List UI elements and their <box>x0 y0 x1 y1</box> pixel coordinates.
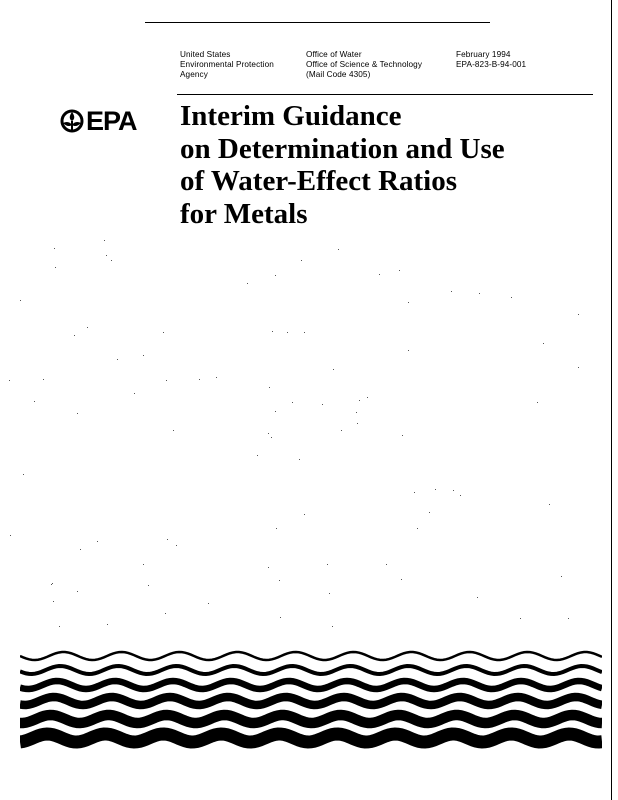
document-title <box>180 100 505 230</box>
scan-speck <box>414 492 415 493</box>
scan-speck <box>379 274 380 275</box>
scan-speck <box>338 249 339 250</box>
scan-speck <box>479 293 480 294</box>
epa-flower-icon <box>60 109 84 133</box>
wave-line <box>20 666 602 674</box>
scan-speck <box>327 564 328 565</box>
scan-speck <box>417 528 418 529</box>
scan-speck <box>51 584 52 585</box>
scan-speck <box>34 401 35 402</box>
scan-speck <box>143 564 144 565</box>
scan-speck <box>77 591 78 592</box>
scan-speck <box>460 495 461 496</box>
scan-speck <box>386 564 387 565</box>
scan-speck <box>280 617 281 618</box>
scan-speck <box>163 332 164 333</box>
scan-speck <box>332 626 333 627</box>
publication-date: February 1994 <box>456 50 511 59</box>
scan-speck <box>435 489 436 490</box>
scan-speck <box>359 400 360 401</box>
scan-speck <box>20 300 21 301</box>
agency-line: Agency <box>180 70 208 79</box>
scan-speck <box>322 404 323 405</box>
scan-speck <box>53 601 54 602</box>
scan-speck <box>451 291 452 292</box>
title-line: Interim Guidance <box>180 100 402 132</box>
scan-speck <box>167 539 168 540</box>
scan-speck <box>408 302 409 303</box>
scan-speck <box>279 580 280 581</box>
epa-logo-text: EPA <box>86 105 137 136</box>
scan-speck <box>59 626 60 627</box>
scan-speck <box>408 350 409 351</box>
scan-speck <box>208 603 209 604</box>
scan-speck <box>549 504 550 505</box>
agency-line: Environmental Protection <box>180 60 274 69</box>
scan-speck <box>106 255 107 256</box>
wave-line <box>20 681 602 689</box>
scan-speck <box>54 248 55 249</box>
scan-speck <box>304 514 305 515</box>
wave-line <box>20 715 602 723</box>
scan-speck <box>77 413 78 414</box>
page-edge-rule <box>611 0 612 800</box>
scan-speck <box>257 455 258 456</box>
scan-speck <box>80 549 81 550</box>
scan-speck <box>10 535 11 536</box>
scan-speck <box>271 437 272 438</box>
scan-speck <box>292 402 293 403</box>
scan-speck <box>111 260 112 261</box>
office-line: Office of Water <box>306 50 362 59</box>
title-line: on Determination and Use <box>180 132 505 165</box>
scan-speck <box>23 474 24 475</box>
scan-speck <box>578 367 579 368</box>
scan-speck <box>268 433 269 434</box>
scan-speck <box>275 275 276 276</box>
title-line: of Water-Effect Ratios <box>180 165 458 197</box>
scan-speck <box>543 343 544 344</box>
publication-block <box>456 50 526 70</box>
scan-speck <box>117 359 118 360</box>
scan-speck <box>429 512 430 513</box>
scan-speck <box>52 583 53 584</box>
scan-speck <box>520 618 521 619</box>
scan-speck <box>537 402 538 403</box>
scan-speck <box>87 327 88 328</box>
scan-speck <box>568 618 569 619</box>
wave-graphic <box>20 640 602 750</box>
scan-speck <box>399 270 400 271</box>
scan-speck <box>276 528 277 529</box>
scan-speck <box>43 379 44 380</box>
scan-speck <box>401 579 402 580</box>
scan-speck <box>299 459 300 460</box>
scan-speck <box>304 332 305 333</box>
scan-speck <box>357 423 358 424</box>
scan-speck <box>107 624 108 625</box>
scan-speck <box>287 332 288 333</box>
scan-speck <box>166 380 167 381</box>
scan-speck <box>97 541 98 542</box>
scan-speck <box>143 355 144 356</box>
scan-speck <box>199 379 200 380</box>
scan-speck <box>453 490 454 491</box>
scan-speck <box>148 585 149 586</box>
agency-block <box>180 50 274 80</box>
scan-speck <box>165 613 166 614</box>
scan-speck <box>247 283 248 284</box>
top-rule <box>145 22 490 23</box>
agency-line: United States <box>180 50 231 59</box>
scan-speck <box>9 380 10 381</box>
scan-speck <box>104 240 105 241</box>
office-line: Office of Science & Technology <box>306 60 423 69</box>
scan-speck <box>272 331 273 332</box>
title-line: for Metals <box>180 197 308 230</box>
scan-speck <box>356 412 357 413</box>
scan-speck <box>333 369 334 370</box>
office-block <box>306 50 422 80</box>
scan-speck <box>173 430 174 431</box>
scan-speck <box>477 597 478 598</box>
scan-speck <box>301 260 302 261</box>
scan-speck <box>511 297 512 298</box>
document-number: EPA-823-B-94-001 <box>456 60 527 69</box>
header-rule <box>177 94 593 95</box>
scan-speck <box>329 593 330 594</box>
scan-speck <box>402 435 403 436</box>
wave-line <box>20 697 602 705</box>
scan-speck <box>578 314 579 315</box>
scan-speck <box>74 335 75 336</box>
scan-speck <box>367 397 368 398</box>
scan-speck <box>275 411 276 412</box>
scan-speck <box>134 393 135 394</box>
scan-speck <box>216 377 217 378</box>
office-line: (Mail Code 4305) <box>306 70 371 79</box>
scan-speck <box>269 387 270 388</box>
wave-line <box>20 734 602 742</box>
scan-speck <box>341 430 342 431</box>
scan-speck <box>268 567 269 568</box>
scan-speck <box>561 576 562 577</box>
scan-speck <box>55 267 56 268</box>
scan-speck <box>176 545 177 546</box>
wave-line <box>20 652 602 660</box>
epa-logo <box>60 104 137 138</box>
